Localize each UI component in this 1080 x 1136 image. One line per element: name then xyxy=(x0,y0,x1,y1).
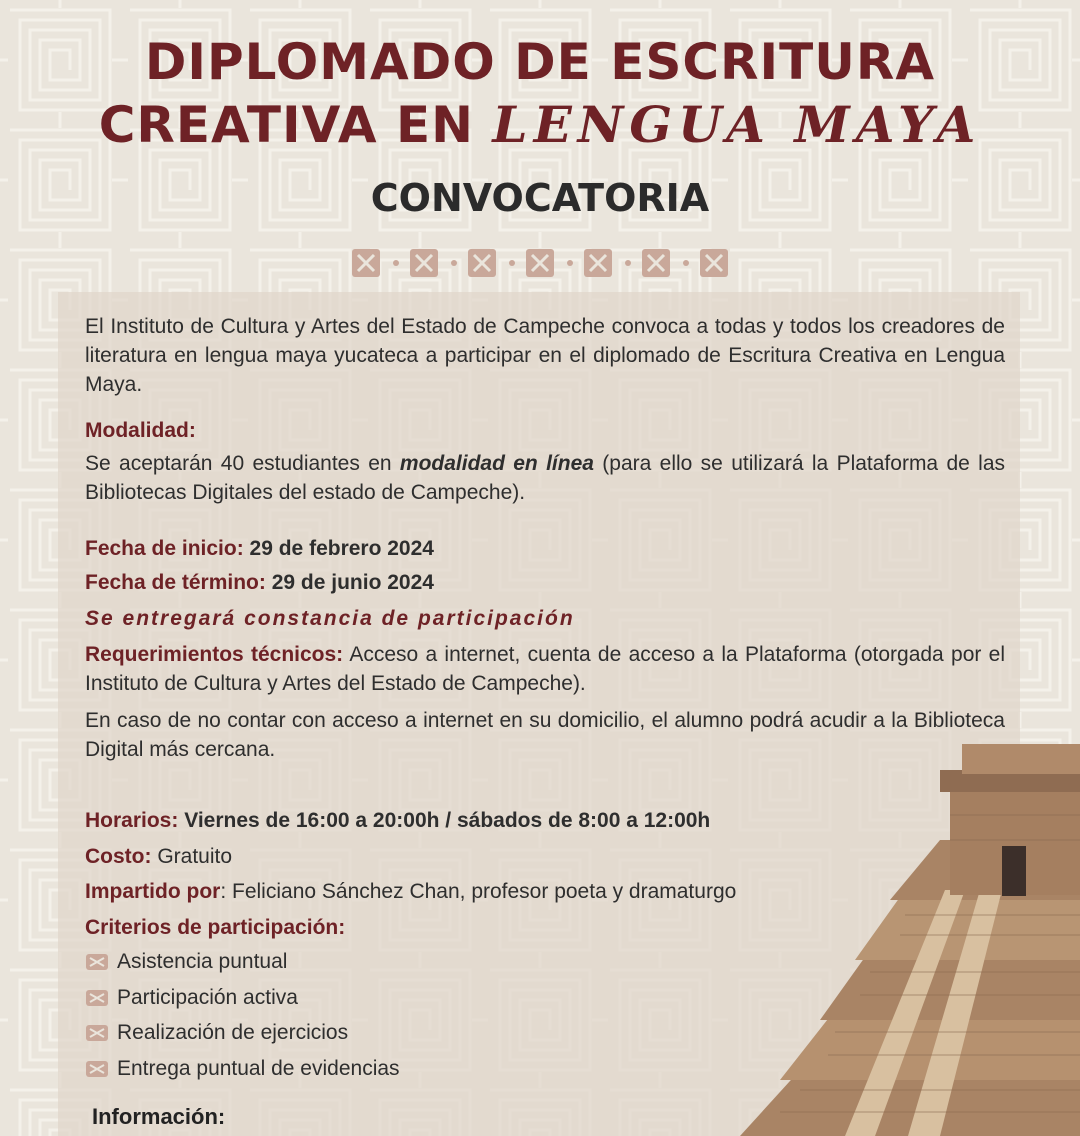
criterio-text: Participación activa xyxy=(117,986,298,1009)
modalidad-emphasis: modalidad en línea xyxy=(399,452,594,475)
criterio-item xyxy=(85,1053,400,1085)
fecha-inicio xyxy=(85,534,1005,563)
criterio-text: Realización de ejercicios xyxy=(117,1021,349,1044)
criterio-item xyxy=(85,982,298,1014)
maya-glyph-divider-icon xyxy=(352,246,732,280)
modalidad-text-b: (para ello se utilizará la Plataforma de las Bibliotecas Digitales del estado de Campeche). xyxy=(85,452,1005,504)
requerimientos-paragraph xyxy=(85,640,1005,698)
requerimientos-label: Requerimientos técnicos: xyxy=(85,643,344,666)
criterios-label: Criterios de participación: xyxy=(85,916,346,939)
glyph-bullet-icon xyxy=(85,1060,109,1078)
glyph-bullet-icon xyxy=(85,1024,109,1042)
fecha-termino-value: 29 de junio 2024 xyxy=(265,571,434,594)
modalidad-paragraph xyxy=(85,449,1005,507)
modalidad-text-a: Se aceptarán 40 estudiantes en xyxy=(85,452,400,475)
title-line-2 xyxy=(0,92,1080,158)
requerimientos-text: Acceso a internet, cuenta de acceso a la Plataforma (otorgada por el Instituto de Cultura y Artes del Estado de Campeche). xyxy=(85,643,1005,695)
criterio-item xyxy=(85,1017,348,1049)
title-creativa-en: CREATIVA EN xyxy=(98,96,493,154)
convocatoria-heading: CONVOCATORIA xyxy=(370,176,710,220)
costo-label: Costo: xyxy=(85,845,152,868)
caso-paragraph: En caso de no contar con acceso a internet en su domicilio, el alumno podrá acudir a la Biblioteca Digital más cercana. xyxy=(85,709,1005,761)
informacion-heading: Información: xyxy=(92,1104,226,1129)
glyph-bullet-icon xyxy=(85,989,109,1007)
modalidad-label: Modalidad: xyxy=(85,419,196,442)
title-lengua-maya: LENGUA MAYA xyxy=(492,95,982,154)
title-line-1: DIPLOMADO DE ESCRITURA xyxy=(144,33,936,91)
glyph-bullet-icon xyxy=(85,953,109,971)
fecha-inicio-label: Fecha de inicio: xyxy=(85,537,244,560)
costo-value: Gratuito xyxy=(151,845,233,868)
criterio-item xyxy=(85,946,287,978)
impartido-label: Impartido por xyxy=(85,880,221,903)
fecha-inicio-value: 29 de febrero 2024 xyxy=(243,537,434,560)
horarios-label: Horarios: xyxy=(85,809,179,832)
impartido-value: : Feliciano Sánchez Chan, profesor poeta y dramaturgo xyxy=(220,880,737,903)
fecha-termino-label: Fecha de término: xyxy=(85,571,266,594)
criterio-text: Entrega puntual de evidencias xyxy=(117,1057,400,1080)
intro-paragraph: El Instituto de Cultura y Artes del Estado de Campeche convoca a todas y todos los creadores de literatura en lengua maya yucateca a participar en el diplomado de Escritura Creativa en Lengua Maya. xyxy=(85,315,1005,396)
maya-pyramid-illustration xyxy=(740,740,1080,1136)
fecha-termino xyxy=(85,568,1005,597)
constancia-note: Se entregará constancia de participación xyxy=(85,607,575,630)
criterio-text: Asistencia puntual xyxy=(117,950,288,973)
horarios-value: Viernes de 16:00 a 20:00h / sábados de 8:00 a 12:00h xyxy=(178,809,711,832)
